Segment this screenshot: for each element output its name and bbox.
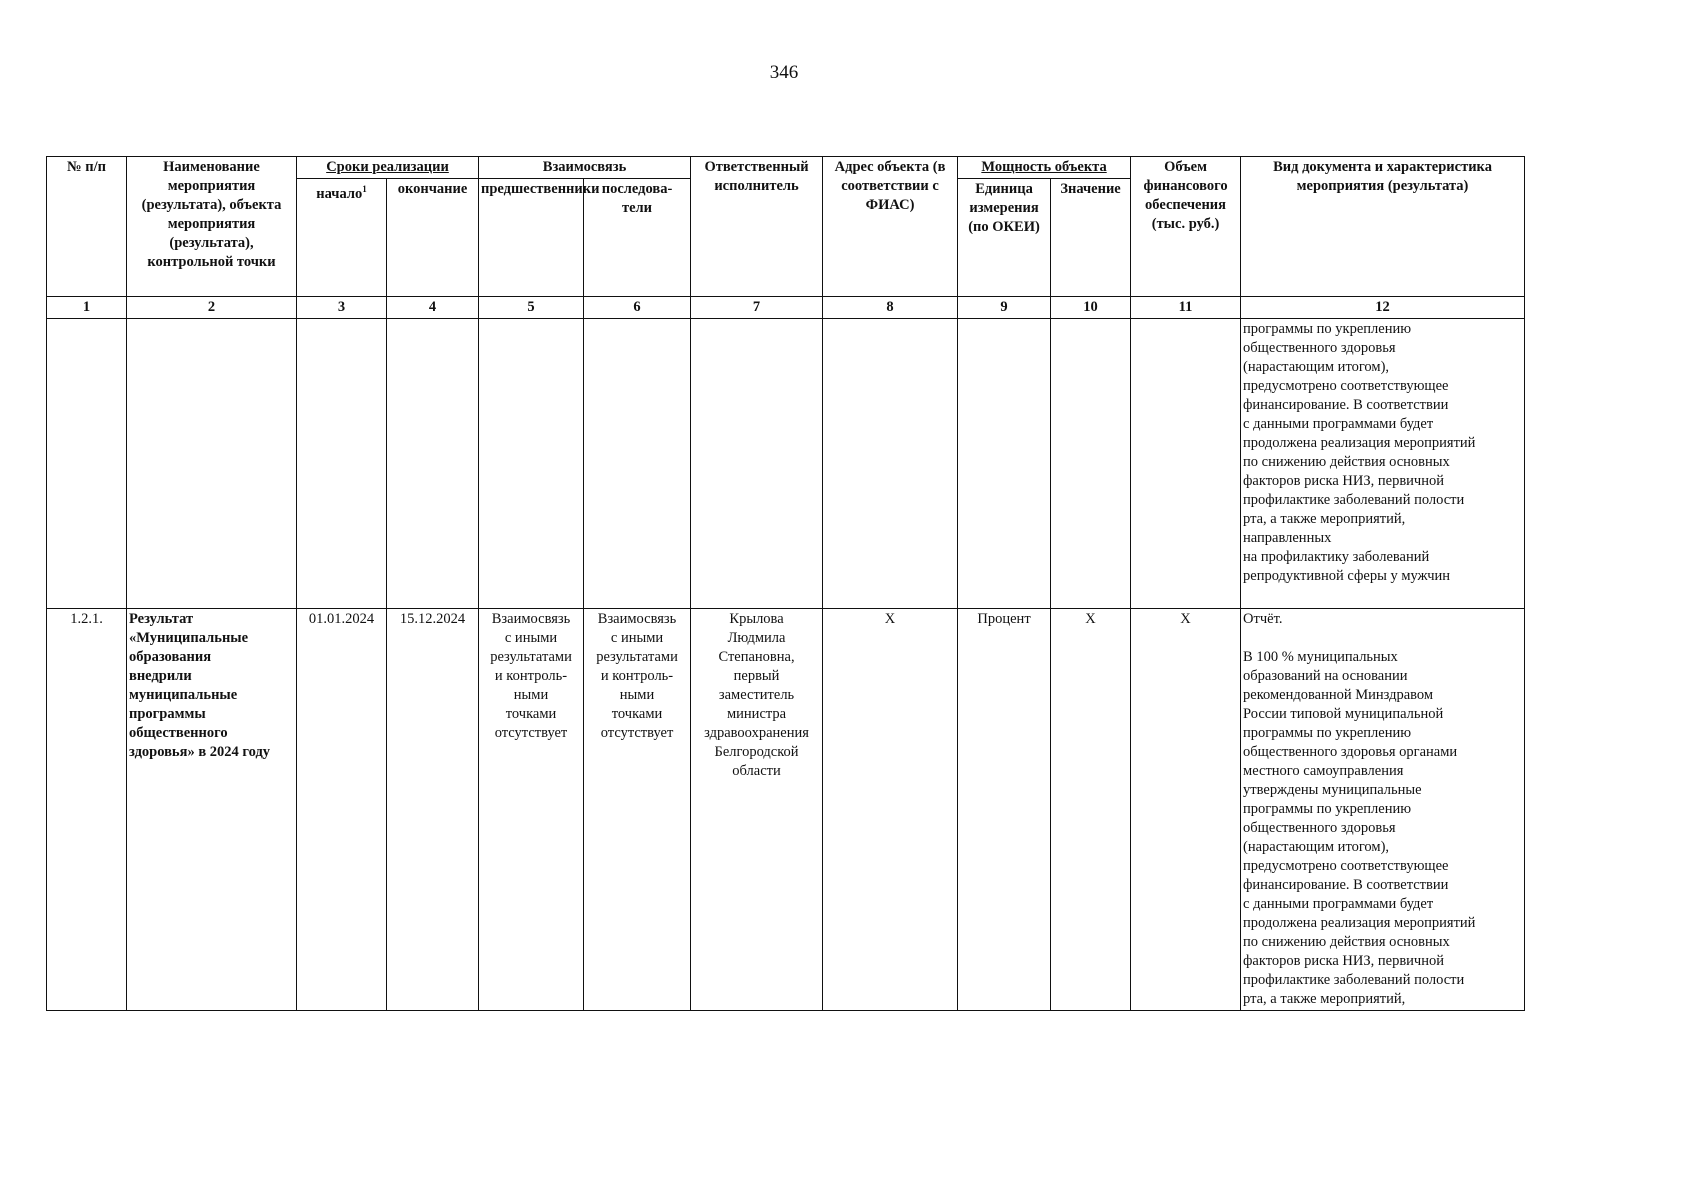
header-col-responsible: Ответственный исполнитель xyxy=(691,157,823,297)
table-row xyxy=(47,609,1525,1011)
activity-plan-table xyxy=(46,156,1525,1011)
row-number: 1.2.1. xyxy=(47,609,127,1011)
column-number: 2 xyxy=(127,297,297,319)
header-col-successors: последова- тели xyxy=(584,179,691,297)
header-row-top xyxy=(47,157,1525,179)
column-number: 12 xyxy=(1241,297,1525,319)
header-col-name: Наименование мероприятия (результата), объекта мероприятия (результата), контрольной точки xyxy=(127,157,297,297)
header-col-address: Адрес объекта (в соответствии с ФИАС) xyxy=(823,157,958,297)
row-unit xyxy=(958,319,1051,609)
header-col-number: № п/п xyxy=(47,157,127,297)
header-col-finance: Объем финансового обеспечения (тыс. руб.) xyxy=(1131,157,1241,297)
row-predecessors: Взаимосвязь с иными результатами и контроль- ными точками отсутствует xyxy=(479,609,584,1011)
column-number: 8 xyxy=(823,297,958,319)
header-group-relation: Взаимосвязь xyxy=(479,157,691,179)
column-number: 9 xyxy=(958,297,1051,319)
header-col-predecessors: предшественники xyxy=(479,179,584,297)
row-successors xyxy=(584,319,691,609)
header-col-unit: Единица измерения (по ОКЕИ) xyxy=(958,179,1051,297)
row-finance: Х xyxy=(1131,609,1241,1011)
row-value xyxy=(1051,319,1131,609)
column-number: 4 xyxy=(387,297,479,319)
column-number: 1 xyxy=(47,297,127,319)
row-value: Х xyxy=(1051,609,1131,1011)
footnote-marker: 1 xyxy=(362,184,367,194)
row-name xyxy=(127,319,297,609)
column-number-row xyxy=(47,297,1525,319)
column-number: 10 xyxy=(1051,297,1131,319)
row-end xyxy=(387,319,479,609)
row-document: Отчёт. В 100 % муниципальных образований на основании рекомендованной Минздравом России типовой муниципальной программы по укреплению общественного здоровья органами местного самоуправления утверждены муниципальные программы по укреплению общественного здоровья (нарастающим итогом), предусмотрено соответствующее финансирование. В соответствии с данными программами будет продолжена реализация мероприятий по снижению действия основных факторов риска НИЗ, первичной профилактике заболеваний полости рта, а также мероприятий, xyxy=(1241,609,1525,1011)
row-responsible: Крылова Людмила Степановна, первый заместитель министра здравоохранения Белгородской области xyxy=(691,609,823,1011)
row-address xyxy=(823,319,958,609)
row-name: Результат «Муниципальные образования внедрили муниципальные программы общественного здоровья» в 2024 году xyxy=(127,609,297,1011)
header-col-start-label: начало xyxy=(316,185,363,202)
column-number: 3 xyxy=(297,297,387,319)
row-address: Х xyxy=(823,609,958,1011)
column-number: 7 xyxy=(691,297,823,319)
header-col-end: окончание xyxy=(387,179,479,297)
row-finance xyxy=(1131,319,1241,609)
column-number: 11 xyxy=(1131,297,1241,319)
row-successors: Взаимосвязь с иными результатами и контроль- ными точками отсутствует xyxy=(584,609,691,1011)
header-group-capacity: Мощность объекта xyxy=(958,157,1131,179)
table-row xyxy=(47,319,1525,609)
header-col-value: Значение xyxy=(1051,179,1131,297)
row-start: 01.01.2024 xyxy=(297,609,387,1011)
row-document: программы по укреплению общественного здоровья (нарастающим итогом), предусмотрено соответствующее финансирование. В соответствии с данными программами будет продолжена реализация мероприятий по снижению действия основных факторов риска НИЗ, первичной профилактике заболеваний полости рта, а также мероприятий, направленных на профилактику заболеваний репродуктивной сферы у мужчин xyxy=(1241,319,1525,609)
row-end: 15.12.2024 xyxy=(387,609,479,1011)
row-unit: Процент xyxy=(958,609,1051,1011)
page-number: 346 xyxy=(769,62,799,83)
column-number: 6 xyxy=(584,297,691,319)
row-start xyxy=(297,319,387,609)
column-number: 5 xyxy=(479,297,584,319)
header-col-start xyxy=(297,179,387,297)
header-group-terms: Сроки реализации xyxy=(297,157,479,179)
row-responsible xyxy=(691,319,823,609)
header-col-document: Вид документа и характеристика мероприятия (результата) xyxy=(1241,157,1525,297)
row-number xyxy=(47,319,127,609)
row-predecessors xyxy=(479,319,584,609)
